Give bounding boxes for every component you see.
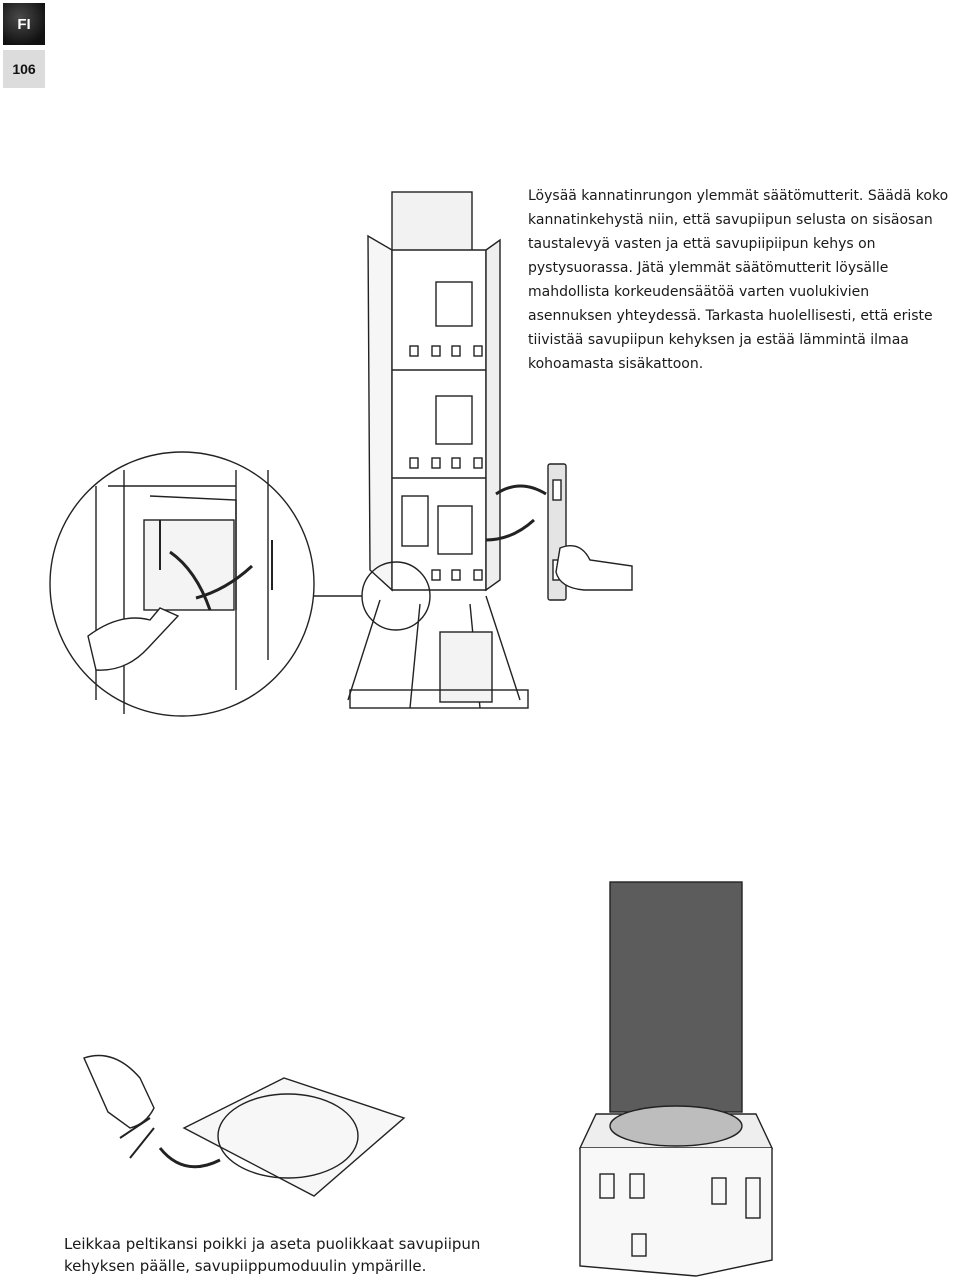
flue-collar-illustration <box>576 878 796 1278</box>
language-badge: FI <box>3 3 45 45</box>
page-number: 106 <box>3 50 45 88</box>
step-2-instruction: Leikkaa peltikansi poikki ja aseta puolikkaat savupiipun kehyksen päälle, savupiippumoduulin ympärille. <box>64 1235 481 1275</box>
step-1-instruction: Löysää kannatinrungon ylemmät säätömutterit. Säädä koko kannatinkehystä niin, että savupiipun selusta on sisäosan taustalevyä vasten ja että savupiipiipun kehys on pystysuorassa. Jätä ylemmät säätömutterit löysälle mahdollista korkeudensäätöä varten vuolukivien asennuksen yhteydessä. Tarkasta huolellisesti, että eriste tiivistää savupiipun kehyksen ja estää lämmintä ilmaa kohoamasta sisäkattoon. <box>528 188 949 372</box>
cut-plate-illustration <box>64 1048 504 1218</box>
